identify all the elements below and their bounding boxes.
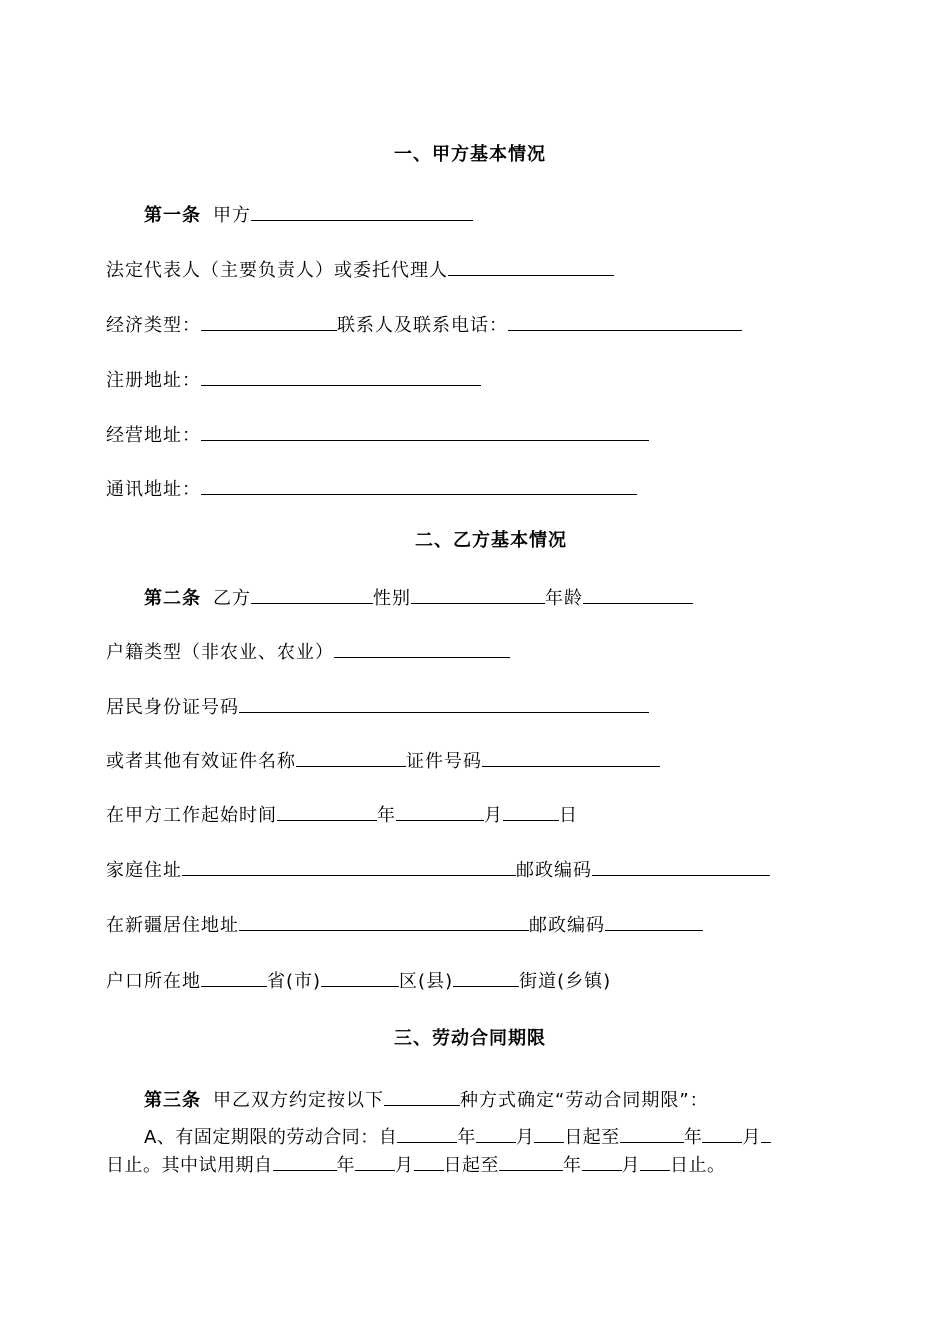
from-to-label: 日起至	[443, 1155, 499, 1176]
fixed-to-year[interactable]	[620, 1122, 684, 1143]
probation-label: 日止。其中试用期自	[106, 1155, 273, 1176]
home-postcode-label: 邮政编码	[516, 860, 592, 881]
xinjiang-address-label: 在新疆居住地址	[106, 915, 239, 936]
province-label: 省(市)	[267, 971, 322, 992]
year-label: 年	[336, 1155, 355, 1176]
day-label: 日	[559, 805, 578, 826]
gender-field[interactable]	[411, 583, 545, 604]
start-month-field[interactable]	[396, 800, 484, 821]
section-heading-2: 二、乙方基本情况	[415, 530, 567, 551]
econ-type-label: 经济类型：	[106, 315, 201, 336]
home-address-line	[106, 855, 770, 881]
gender-label: 性别	[373, 588, 411, 609]
probation-from-month[interactable]	[355, 1150, 395, 1171]
article-2-line	[144, 583, 693, 609]
fixed-to-day[interactable]	[761, 1122, 771, 1143]
start-year-field[interactable]	[277, 800, 377, 821]
party-b-name-label: 乙方	[213, 588, 251, 609]
month-label: 月	[484, 805, 503, 826]
id-number-field[interactable]	[239, 692, 649, 713]
district-label: 区(县)	[399, 971, 454, 992]
party-a-name-field[interactable]	[251, 200, 473, 221]
probation-end-label: 日止。	[670, 1155, 726, 1176]
start-date-line	[106, 800, 578, 826]
hukou-location-line	[106, 966, 611, 992]
mail-address-field[interactable]	[201, 474, 637, 495]
mail-address-line	[106, 474, 637, 500]
start-date-label: 在甲方工作起始时间	[106, 805, 277, 826]
probation-to-month[interactable]	[582, 1150, 622, 1171]
month-label: 月	[742, 1127, 761, 1148]
term-method-field[interactable]	[384, 1085, 460, 1106]
article-3-label: 第三条	[144, 1090, 201, 1111]
hukou-type-label: 户籍类型（非农业、农业）	[106, 642, 334, 663]
age-label: 年龄	[545, 588, 583, 609]
xinjiang-postcode-label: 邮政编码	[529, 915, 605, 936]
from-to-label: 日起至	[564, 1127, 620, 1148]
xinjiang-address-field[interactable]	[239, 910, 529, 931]
probation-to-day[interactable]	[640, 1150, 670, 1171]
hukou-type-line	[106, 637, 510, 663]
other-id-number-label: 证件号码	[406, 751, 482, 772]
fixed-term-line	[144, 1122, 771, 1148]
section-heading-1: 一、甲方基本情况	[394, 144, 546, 165]
year-label: 年	[683, 1127, 703, 1148]
biz-address-label: 经营地址：	[106, 425, 201, 446]
probation-from-year[interactable]	[273, 1150, 337, 1171]
other-id-name-label: 或者其他有效证件名称	[106, 751, 296, 772]
biz-address-line	[106, 420, 649, 446]
contact-label: 联系人及联系电话：	[337, 315, 508, 336]
xinjiang-address-line	[106, 910, 703, 936]
reg-address-field[interactable]	[201, 365, 481, 386]
contact-field[interactable]	[508, 310, 742, 331]
id-number-line	[106, 692, 649, 718]
other-id-name-field[interactable]	[296, 746, 406, 767]
other-id-line	[106, 746, 660, 772]
year-label: 年	[563, 1155, 582, 1176]
other-id-number-field[interactable]	[482, 746, 660, 767]
district-field[interactable]	[321, 966, 399, 987]
representative-field[interactable]	[448, 255, 614, 276]
year-label: 年	[377, 805, 396, 826]
month-label: 月	[621, 1155, 640, 1176]
home-address-field[interactable]	[182, 855, 516, 876]
home-postcode-field[interactable]	[592, 855, 770, 876]
fixed-term-label: A、有固定期限的劳动合同：自	[144, 1127, 398, 1148]
xinjiang-postcode-field[interactable]	[605, 910, 703, 931]
representative-label: 法定代表人（主要负责人）或委托代理人	[106, 260, 448, 281]
party-a-name-label: 甲方	[213, 205, 251, 226]
reg-address-label: 注册地址：	[106, 370, 201, 391]
hukou-type-field[interactable]	[334, 637, 510, 658]
article-2-label: 第二条	[144, 588, 201, 609]
fixed-to-month[interactable]	[702, 1122, 742, 1143]
street-field[interactable]	[453, 966, 519, 987]
fixed-from-month[interactable]	[476, 1122, 516, 1143]
home-address-label: 家庭住址	[106, 860, 182, 881]
month-label: 月	[395, 1155, 414, 1176]
probation-from-day[interactable]	[414, 1150, 444, 1171]
econ-type-line	[106, 310, 742, 336]
id-number-label: 居民身份证号码	[106, 697, 239, 718]
month-label: 月	[515, 1127, 535, 1148]
article-1-label: 第一条	[144, 205, 201, 226]
hukou-location-label: 户口所在地	[106, 971, 201, 992]
year-label: 年	[457, 1127, 476, 1148]
article-3-intro-end: 种方式确定“劳动合同期限”：	[460, 1090, 709, 1111]
representative-line	[106, 255, 614, 281]
section-heading-3: 三、劳动合同期限	[394, 1028, 546, 1049]
party-b-name-field[interactable]	[251, 583, 373, 604]
start-day-field[interactable]	[503, 800, 559, 821]
fixed-from-day[interactable]	[534, 1122, 564, 1143]
age-field[interactable]	[583, 583, 693, 604]
street-label: 街道(乡镇)	[519, 971, 612, 992]
article-3-line	[144, 1085, 709, 1111]
mail-address-label: 通讯地址：	[106, 479, 201, 500]
econ-type-field[interactable]	[201, 310, 337, 331]
article-3-intro: 甲乙双方约定按以下	[213, 1090, 384, 1111]
province-field[interactable]	[201, 966, 267, 987]
biz-address-field[interactable]	[201, 420, 649, 441]
fixed-from-year[interactable]	[397, 1122, 457, 1143]
reg-address-line	[106, 365, 481, 391]
article-1-line	[144, 200, 473, 226]
probation-line	[106, 1150, 726, 1176]
probation-to-year[interactable]	[499, 1150, 563, 1171]
